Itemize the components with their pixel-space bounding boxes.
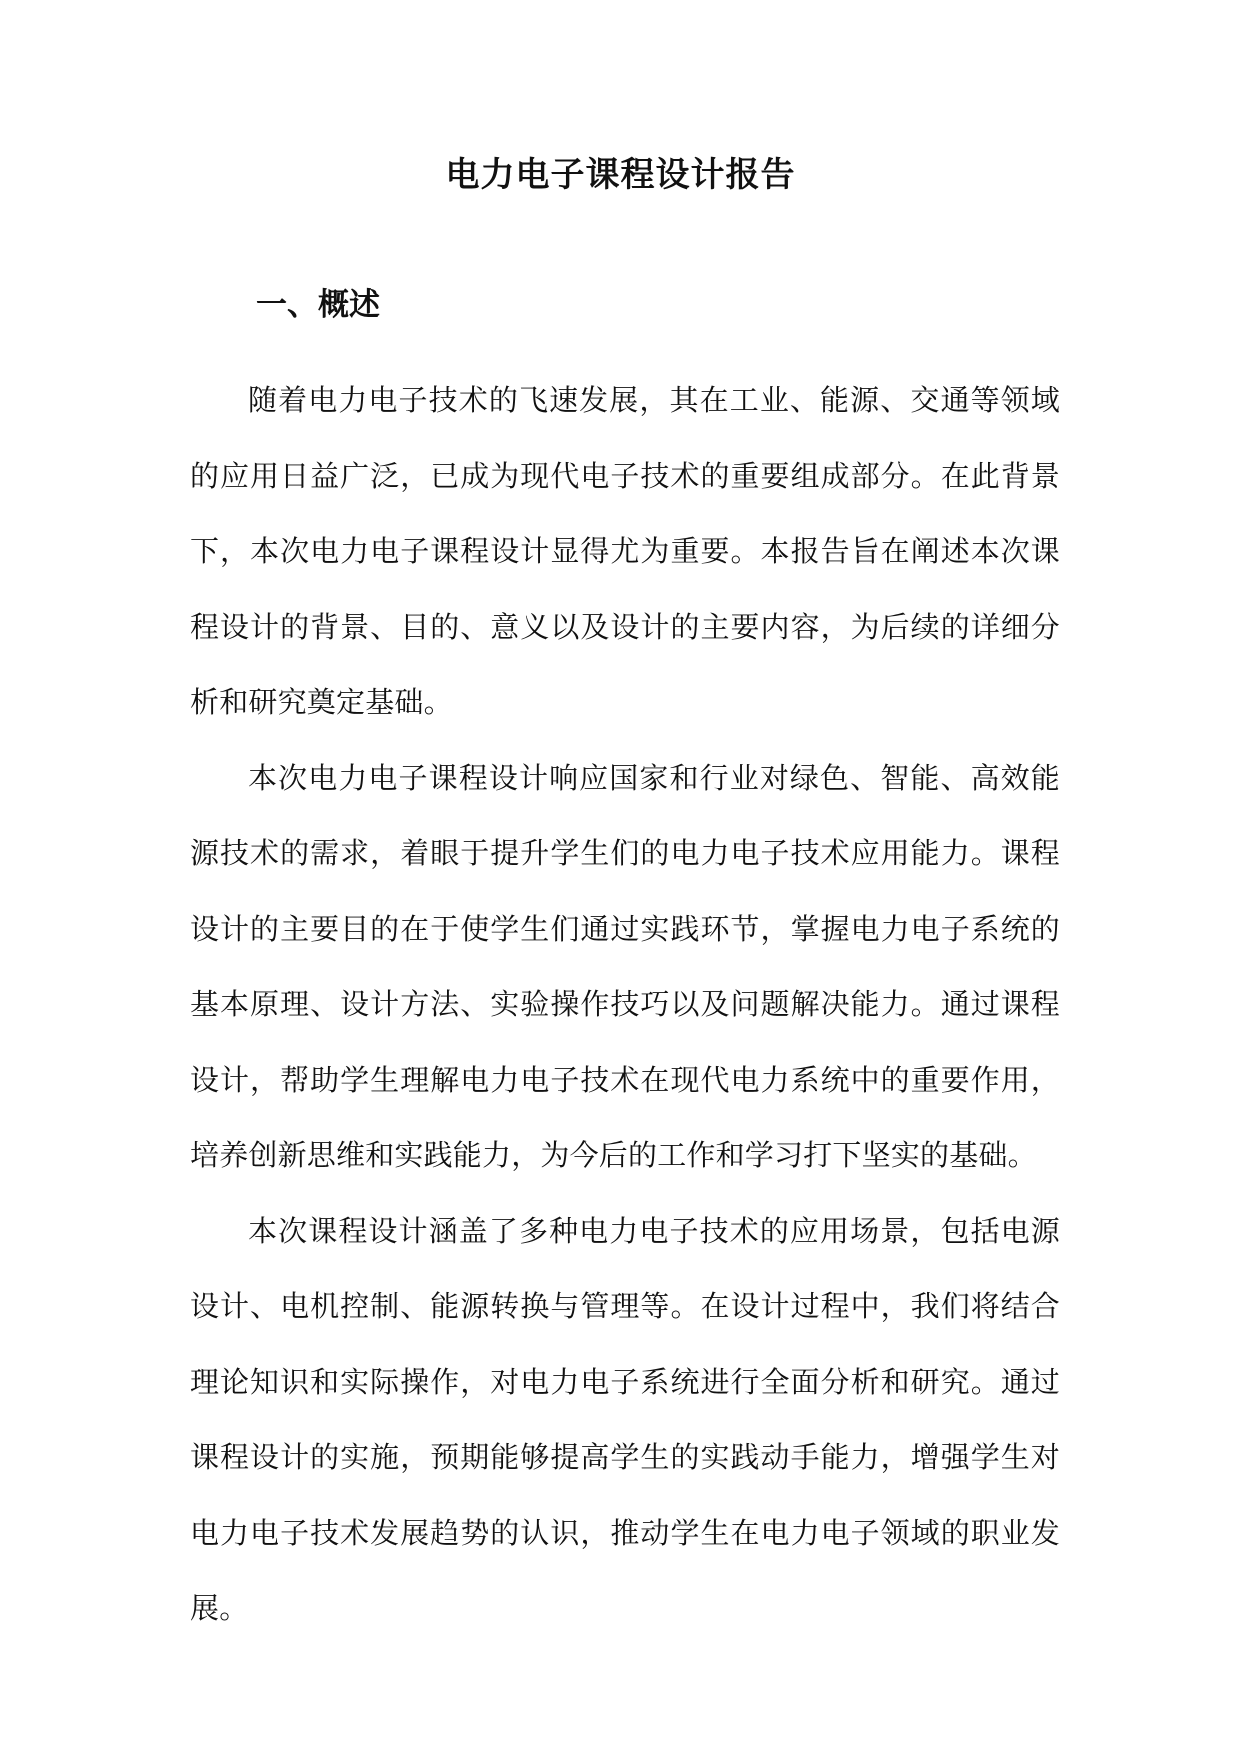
paragraph-2: 本次电力电子课程设计响应国家和行业对绿色、智能、高效能源技术的需求，着眼于提升学生们的电力电子技术应用能力。课程设计的主要目的在于使学生们通过实践环节，掌握电力电子系统的基本原理、设计方法、实验操作技巧以及问题解决能力。通过课程设计，帮助学生理解电力电子技术在现代电力系统中的重要作用，培养创新思维和实践能力，为今后的工作和学习打下坚实的基础。 — [190, 760, 1060, 1172]
paragraph-1: 随着电力电子技术的飞速发展，其在工业、能源、交通等领域的应用日益广泛，已成为现代电子技术的重要组成部分。在此背景下，本次电力电子课程设计显得尤为重要。本报告旨在阐述本次课程设计的背景、目的、意义以及设计的主要内容，为后续的详细分析和研究奠定基础。 — [190, 383, 1060, 719]
paragraph-3: 本次课程设计涵盖了多种电力电子技术的应用场景，包括电源设计、电机控制、能源转换与管理等。在设计过程中，我们将结合理论知识和实际操作，对电力电子系统进行全面分析和研究。通过课程设计的实施，预期能够提高学生的实践动手能力，增强学生对电力电子技术发展趋势的认识，推动学生在电力电子领域的职业发展。 — [190, 1213, 1060, 1625]
body-text — [190, 363, 1060, 1647]
section-heading-overview: 一、概述 — [256, 287, 380, 323]
document-title: 电力电子课程设计报告 — [445, 155, 796, 195]
